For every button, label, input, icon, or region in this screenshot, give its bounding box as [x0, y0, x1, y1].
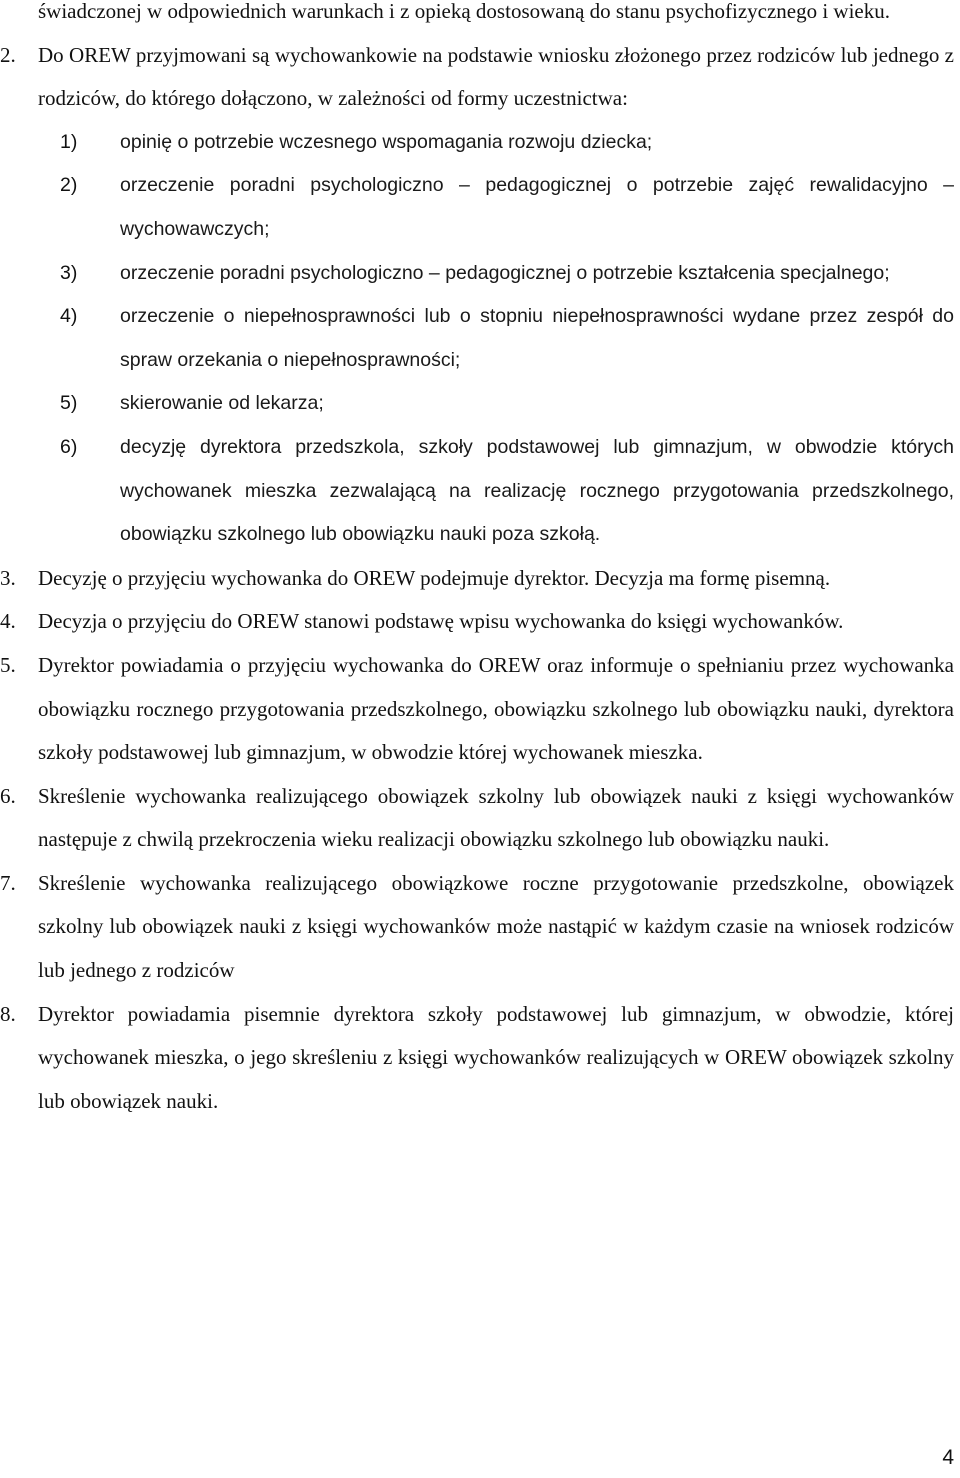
paragraph-4	[0, 600, 960, 644]
paragraph-text: Skreślenie wychowanka realizującego obowiązkowe roczne przygotowanie przedszkolne, obowiązek szkolny lub obowiązek nauki z księgi wychowanków może nastąpić w każdym czasie na wniosek rodziców lub jednego z rodziców	[38, 870, 954, 983]
list-item-number: 6)	[60, 435, 78, 458]
list-item	[60, 252, 960, 296]
list-item	[60, 426, 960, 557]
list-item-text: decyzję dyrektora przedszkola, szkoły podstawowej lub gimnazjum, w obwodzie których wychowanek mieszka zezwalającą na realizację rocznego przygotowania przedszkolnego, obowiązku szkolnego lub obowiązku nauki poza szkołą.	[120, 435, 954, 546]
paragraph-text: Dyrektor powiadamia o przyjęciu wychowanka do OREW oraz informuje o spełnianiu przez wychowanka obowiązku rocznego przygotowania przedszkolnego, obowiązku szkolnego lub obowiązku nauki, dyrektora szkoły podstawowej lub gimnazjum, w obwodzie której wychowanek mieszka.	[38, 652, 954, 765]
list-item	[60, 382, 960, 426]
paragraph-text: Decyzję o przyjęciu wychowanka do OREW podejmuje dyrektor. Decyzja ma formę pisemną.	[38, 565, 831, 590]
paragraph-2	[0, 34, 960, 121]
paragraph-number: 8.	[0, 1001, 16, 1026]
list-item-text: opinię o potrzebie wczesnego wspomagania rozwoju dziecka;	[120, 130, 653, 153]
list-item-text: orzeczenie o niepełnosprawności lub o stopniu niepełnosprawności wydane przez zespół do spraw orzekania o niepełnosprawności;	[120, 305, 954, 371]
list-item	[60, 164, 960, 251]
paragraph-number: 4.	[0, 609, 16, 634]
paragraph-text: Decyzja o przyjęciu do OREW stanowi podstawę wpisu wychowanka do księgi wychowanków.	[38, 609, 844, 634]
list-item-text: orzeczenie poradni psychologiczno – pedagogicznej o potrzebie zajęć rewalidacyjno – wychowawczych;	[120, 174, 954, 240]
paragraph-number: 6.	[0, 783, 16, 808]
intro-continuation: świadczonej w odpowiednich warunkach i z opieką dostosowaną do stanu psychofizycznego i wieku.	[38, 0, 891, 23]
list-item-number: 1)	[60, 130, 78, 153]
paragraph-7	[0, 862, 960, 993]
list-item	[60, 121, 960, 165]
list-item-text: skierowanie od lekarza;	[120, 392, 324, 415]
paragraph-number: 7.	[0, 870, 16, 895]
paragraph-text: Dyrektor powiadamia pisemnie dyrektora szkoły podstawowej lub gimnazjum, w obwodzie, której wychowanek mieszka, o jego skreśleniu z księgi wychowanków realizujących w OREW obowiązek szkolny lub obowiązek nauki.	[38, 1001, 954, 1113]
paragraph-text: Skreślenie wychowanka realizującego obowiązek szkolny lub obowiązek nauki z księgi wychowanków następuje z chwilą przekroczenia wieku realizacji obowiązku szkolnego lub obowiązku nauki.	[38, 783, 954, 852]
subitem-list	[60, 121, 960, 557]
list-item-number: 2)	[60, 174, 78, 197]
paragraph-6	[0, 775, 960, 862]
list-item	[60, 295, 960, 382]
paragraph-5	[0, 644, 960, 775]
list-item-number: 5)	[60, 392, 78, 415]
list-item-number: 3)	[60, 261, 78, 284]
list-item-text: orzeczenie poradni psychologiczno – pedagogicznej o potrzebie kształcenia specjalnego;	[120, 261, 890, 284]
list-item-number: 4)	[60, 305, 78, 328]
paragraph-number: 5.	[0, 652, 16, 677]
paragraph-8	[0, 993, 960, 1124]
paragraph-3	[0, 557, 960, 601]
paragraph-number: 3.	[0, 565, 16, 590]
paragraph-number: 2.	[0, 42, 16, 67]
paragraph-text: Do OREW przyjmowani są wychowankowie na podstawie wniosku złożonego przez rodziców lub jednego z rodziców, do którego dołączono, w zależności od formy uczestnictwa:	[38, 42, 954, 111]
page-number: 4	[942, 1446, 954, 1469]
